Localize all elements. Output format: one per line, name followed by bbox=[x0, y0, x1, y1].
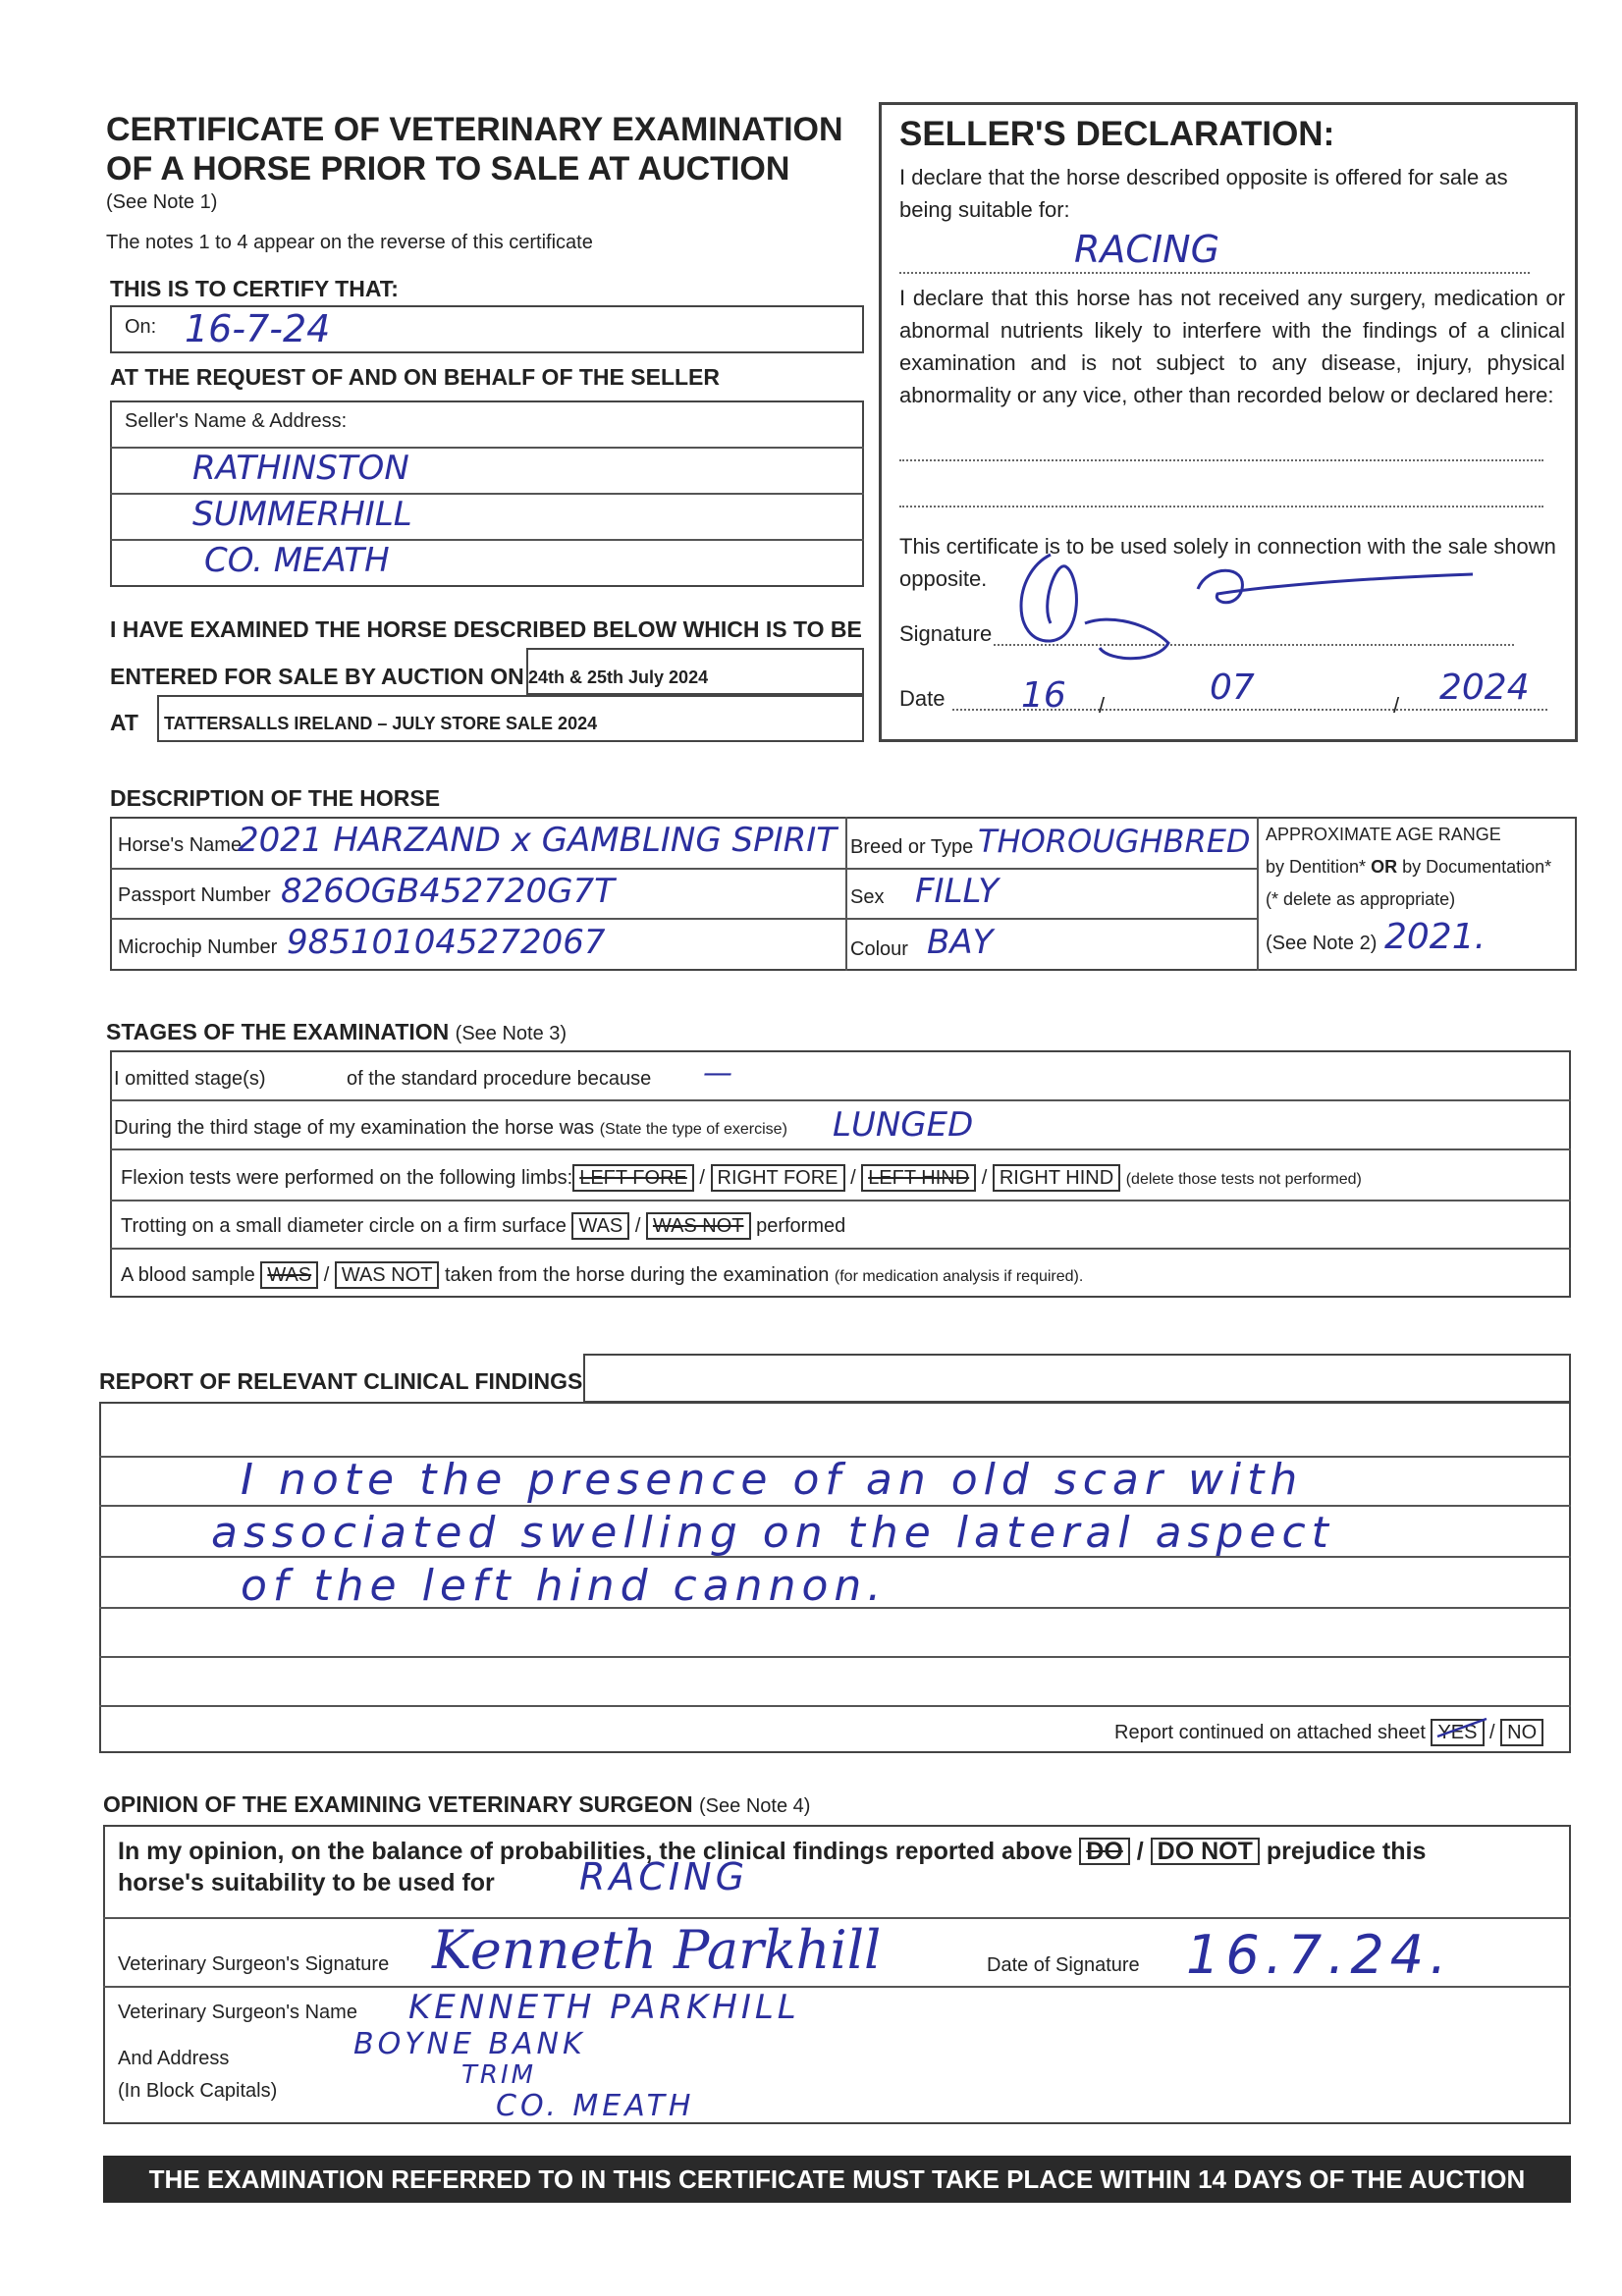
limb-left-hind: LEFT HIND bbox=[861, 1164, 976, 1192]
seller-signature bbox=[992, 535, 1502, 682]
on-label: On: bbox=[125, 316, 157, 338]
breed-value: THOROUGHBRED bbox=[978, 823, 1251, 860]
report-continued-no: NO bbox=[1500, 1719, 1543, 1746]
microchip-label: Microchip Number bbox=[118, 936, 278, 958]
opinion-heading: OPINION OF THE EXAMINING VETERINARY SURGEON (See Note 4) bbox=[103, 1791, 811, 1817]
seller-line-2: SUMMERHILL bbox=[192, 495, 412, 534]
breed-label: Breed or Type bbox=[850, 836, 974, 858]
declaration-date-label: Date bbox=[899, 686, 946, 711]
opinion-use-value: RACING bbox=[579, 1855, 749, 1898]
vet-sig-label: Veterinary Surgeon's Signature bbox=[118, 1953, 390, 1975]
report-line-2: associated swelling on the lateral aspect bbox=[211, 1508, 1334, 1558]
seller-line-1: RATHINSTON bbox=[192, 449, 409, 488]
vet-name-value: KENNETH PARKHILL bbox=[408, 1988, 800, 2027]
declaration-date-year: 2024 bbox=[1439, 667, 1530, 708]
age-note: (See Note 2) bbox=[1266, 933, 1378, 954]
vet-address-line-3: CO. MEATH bbox=[496, 2089, 695, 2123]
blood-was: WAS bbox=[260, 1261, 318, 1289]
microchip-value: 985101045272067 bbox=[287, 923, 606, 962]
notes-text: The notes 1 to 4 appear on the reverse of this certificate bbox=[106, 232, 593, 253]
report-continued-yes: YES bbox=[1431, 1719, 1484, 1746]
passport-label: Passport Number bbox=[118, 884, 271, 906]
horse-name-value: 2021 HARZAND x GAMBLING SPIRIT bbox=[238, 821, 838, 860]
colour-label: Colour bbox=[850, 938, 908, 960]
seller-line-3: CO. MEATH bbox=[204, 541, 390, 580]
footer-banner: THE EXAMINATION REFERRED TO IN THIS CERTIFICATE MUST TAKE PLACE WITHIN 14 DAYS OF THE AUCTION bbox=[103, 2156, 1571, 2203]
declaration-para-2: I declare that this horse has not received any surgery, medication or abnormal nutrients likely to interfere with the findings of a clinical examination and is not subject to any disease, injury, physical abnormality or any vice, other than recorded below or declared here: bbox=[899, 286, 1565, 407]
opinion-do: DO bbox=[1079, 1838, 1130, 1865]
age-line-3: (* delete as appropriate) bbox=[1266, 889, 1456, 909]
opinion-text-row: In my opinion, on the balance of probabilities, the clinical findings reported above DO / DO NOT prejudice this bbox=[118, 1838, 1427, 1865]
vet-date-label: Date of Signature bbox=[987, 1954, 1140, 1976]
declaration-heading: SELLER'S DECLARATION: bbox=[899, 115, 1335, 153]
vet-date-value: 16.7.24. bbox=[1186, 1924, 1453, 1986]
examined-line-1: I HAVE EXAMINED THE HORSE DESCRIBED BELOW WHICH IS TO BE bbox=[110, 616, 862, 642]
see-note-1: (See Note 1) bbox=[106, 191, 218, 213]
report-continued-row: Report continued on attached sheet YES / NO bbox=[1114, 1719, 1543, 1746]
trotting-was-not: WAS NOT bbox=[646, 1212, 751, 1240]
title-line-2: OF A HORSE PRIOR TO SALE AT AUCTION bbox=[106, 150, 790, 187]
certify-heading: THIS IS TO CERTIFY THAT: bbox=[110, 276, 399, 301]
seller-label: Seller's Name & Address: bbox=[125, 410, 348, 432]
declaration-date-month: 07 bbox=[1210, 667, 1255, 708]
blood-row: A blood sample WAS / WAS NOT taken from the horse during the examination (for medication analysis if required). bbox=[121, 1261, 1083, 1289]
sex-value: FILLY bbox=[915, 872, 999, 911]
report-line-3: of the left hind cannon. bbox=[241, 1561, 888, 1611]
vet-address-label: And Address bbox=[118, 2048, 230, 2069]
yes-strike bbox=[1433, 1713, 1492, 1746]
stages-heading: STAGES OF THE EXAMINATION (See Note 3) bbox=[106, 1019, 568, 1044]
sex-label: Sex bbox=[850, 886, 885, 908]
suitable-for-value: RACING bbox=[1074, 228, 1220, 271]
limb-right-hind: RIGHT HIND bbox=[993, 1164, 1120, 1192]
report-line-1: I note the presence of an old scar with bbox=[241, 1455, 1304, 1505]
auction-dates: 24th & 25th July 2024 bbox=[528, 667, 709, 687]
opinion-text-c: horse's suitability to be used for bbox=[118, 1869, 495, 1896]
on-date-value: 16-7-24 bbox=[185, 307, 331, 350]
declaration-para-1: I declare that the horse described opposite is offered for sale as being suitable for: bbox=[899, 165, 1508, 222]
limb-right-fore: RIGHT FORE bbox=[711, 1164, 845, 1192]
examined-line-2: ENTERED FOR SALE BY AUCTION ON bbox=[110, 664, 524, 689]
certificate-title bbox=[106, 110, 843, 188]
omitted-value: — bbox=[703, 1056, 732, 1091]
blood-was-not: WAS NOT bbox=[335, 1261, 440, 1289]
title-line-1: CERTIFICATE OF VETERINARY EXAMINATION bbox=[106, 111, 843, 148]
limb-left-fore: LEFT FORE bbox=[572, 1164, 694, 1192]
request-heading: AT THE REQUEST OF AND ON BEHALF OF THE SELLER bbox=[110, 364, 720, 390]
vet-name-label: Veterinary Surgeon's Name bbox=[118, 2002, 357, 2023]
age-line-2: by Dentition* OR by Documentation* bbox=[1266, 857, 1552, 877]
horse-heading: DESCRIPTION OF THE HORSE bbox=[110, 785, 441, 811]
opinion-do-not: DO NOT bbox=[1151, 1838, 1260, 1865]
omitted-label-b: of the standard procedure because bbox=[347, 1068, 652, 1090]
vet-signature: Kenneth Parkhill bbox=[432, 1919, 882, 1981]
flexion-row: Flexion tests were performed on the following limbs: LEFT FORE / RIGHT FORE / LEFT HIND / RIGHT HIND (delete those tests not performed) bbox=[121, 1164, 1362, 1192]
trotting-row: Trotting on a small diameter circle on a firm surface WAS / WAS NOT performed bbox=[121, 1212, 845, 1240]
at-label: AT bbox=[110, 710, 138, 735]
passport-value: 826OGB452720G7T bbox=[281, 872, 615, 911]
vet-block-caps: (In Block Capitals) bbox=[118, 2080, 278, 2102]
report-heading: REPORT OF RELEVANT CLINICAL FINDINGS bbox=[99, 1368, 583, 1394]
vet-address-line-2: TRIM bbox=[461, 2060, 537, 2090]
horse-name-label: Horse's Name bbox=[118, 834, 243, 856]
vet-address-line-1: BOYNE BANK bbox=[353, 2027, 586, 2061]
declaration-date-day: 16 bbox=[1021, 675, 1066, 716]
auction-venue: TATTERSALLS IRELAND – JULY STORE SALE 2024 bbox=[164, 714, 598, 733]
report-heading-box bbox=[583, 1354, 1571, 1403]
signature-label: Signature bbox=[899, 621, 993, 646]
third-stage-label: During the third stage of my examination the horse was (State the type of exercise) bbox=[114, 1117, 787, 1139]
colour-value: BAY bbox=[927, 923, 994, 962]
omitted-label-a: I omitted stage(s) bbox=[114, 1068, 266, 1090]
trotting-was: WAS bbox=[571, 1212, 629, 1240]
age-value: 2021. bbox=[1384, 917, 1487, 957]
age-line-1: APPROXIMATE AGE RANGE bbox=[1266, 825, 1501, 844]
declaration-para-3: This certificate is to be used solely in connection with the sale shown opposite. bbox=[899, 534, 1556, 591]
third-stage-value: LUNGED bbox=[833, 1105, 974, 1145]
